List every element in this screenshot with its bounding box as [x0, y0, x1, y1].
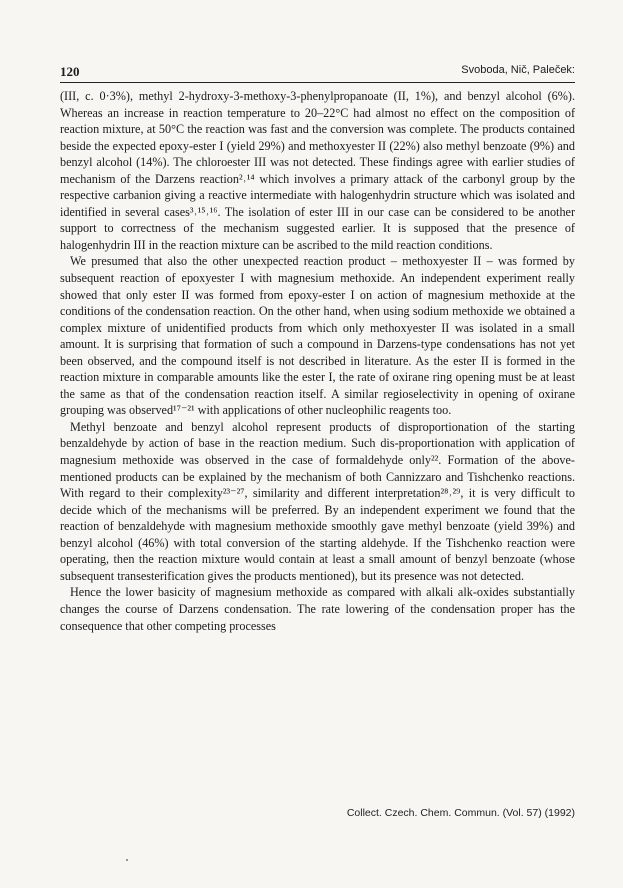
header-rule — [60, 82, 575, 83]
page-number: 120 — [60, 64, 80, 79]
body-text — [60, 88, 575, 634]
page-header — [60, 64, 575, 84]
running-header-authors: Svoboda, Nič, Paleček: — [461, 64, 575, 76]
paragraph: We presumed that also the other unexpected reaction product – methoxyester II – was formed by subsequent reaction of epoxyester I with magnesium methoxide. An independent experiment really showed that only ester II was formed from epoxy-ester I on action of magnesium methoxide at the conditions of the condensation reaction. On the other hand, when using sodium methoxide we obtained a complex mixture of unidentified products from which only methoxyester II was isolated in a small amount. It is surprising that formation of such a compound in Darzens-type condensations has not yet been observed, and the compound itself is not described in literature. As the ester II is formed in the reaction mixture in comparable amounts like the ester I, the rate of oxirane ring opening must be at least the same as that of the condensation reaction itself. A similar regioselectivity in opening of oxirane grouping was observed¹⁷⁻²¹ with applications of other nucleophilic reagents too. — [60, 254, 575, 418]
paragraph: (III, c. 0·3%), methyl 2-hydroxy-3-methoxy-3-phenylpropanoate (II, 1%), and benzyl alcohol (6%). Whereas an increase in reaction temperature to 20–22°C had almost no effect on the composition of reaction mixture, at 50°C the reaction was fast and the conversion was complete. The products contained beside the expected epoxy-ester I (yield 29%) and methoxyester II (22%) also methyl benzoate (9%) and benzyl alcohol (14%). The chloroester III was not detected. These findings agree with earlier studies of mechanism of the Darzens reaction²˒¹⁴ which involves a primary attack of the carbonyl group by the respective carbanion giving a reactive intermediate with halogenhydrin structure which was isolated and identified in several cases³˒¹⁵˒¹⁶. The isolation of ester III in our case can be considered to be another support to correctness of the mechanism suggested earlier. It is supposed that the presence of halogenhydrin III in the reaction mixture can be ascribed to the mild reaction conditions. — [60, 89, 575, 252]
paragraph: Methyl benzoate and benzyl alcohol represent products of disproportionation of the starting benzaldehyde by action of base in the reaction medium. Such dis-proportionation with application of magnesium methoxide was observed in the case of formaldehyde only²². Formation of the above-mentioned products can be explained by the mechanism of both Cannizzaro and Tishchenko reactions. With regard to their complexity²³⁻²⁷, similarity and different interpretation²⁸˒²⁹, it is very difficult to decide which of the mechanisms will be preferred. By an independent experiment we found that the reaction of benzaldehyde with magnesium methoxide smoothly gave methyl benzoate (yield 39%) and benzyl alcohol (46%) with total conversion of the starting aldehyde. If the Tishchenko reaction were operating, then the reaction mixture would contain at least a small amount of benzyl benzoate (whose subsequent transesterification gives the products mentioned), but its presence was not detected. — [60, 419, 575, 583]
scan-speck — [126, 859, 128, 861]
journal-citation-footer: Collect. Czech. Chem. Commun. (Vol. 57) (1992) — [346, 807, 575, 819]
paragraph: Hence the lower basicity of magnesium methoxide as compared with alkali alk-oxides substantially changes the course of Darzens condensation. The rate lowering of the condensation proper has the consequence that other competing processes — [60, 585, 575, 633]
